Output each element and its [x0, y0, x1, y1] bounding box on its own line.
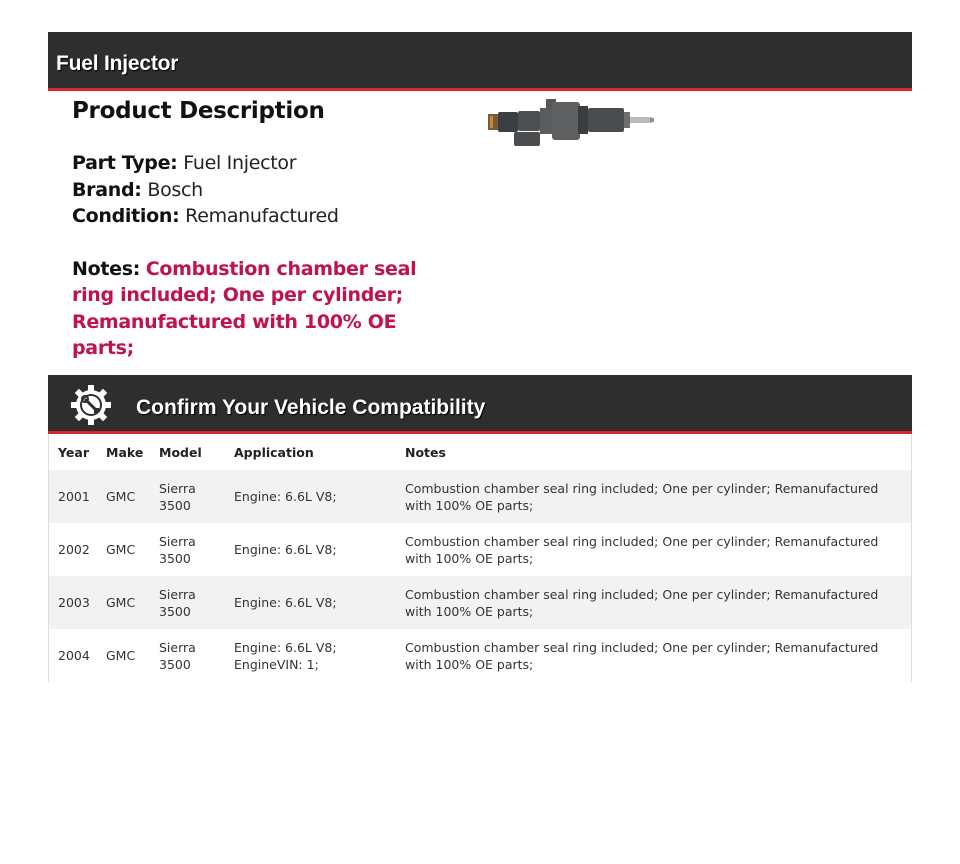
- cell-application: Engine: 6.6L V8;: [234, 489, 337, 504]
- cell-notes: Combustion chamber seal ring included; One per cylinder; Remanufactured with 100% OE parts;: [405, 639, 879, 672]
- compatibility-table: [48, 434, 912, 682]
- compatibility-header: [48, 375, 912, 434]
- column-make: Make: [106, 444, 144, 460]
- gear-wrench-icon: [70, 384, 112, 426]
- cell-year: 2004: [58, 648, 90, 663]
- product-title: Fuel Injector: [56, 52, 179, 75]
- cell-make: GMC: [106, 595, 136, 610]
- spec-part-type: Part Type: Fuel Injector: [72, 152, 297, 174]
- column-application: Application: [234, 444, 314, 460]
- column-notes: Notes: [405, 444, 446, 460]
- table-row: [49, 629, 911, 682]
- table-header-row: [49, 434, 911, 470]
- cell-make: GMC: [106, 489, 136, 504]
- cell-notes: Combustion chamber seal ring included; One per cylinder; Remanufactured with 100% OE parts;: [405, 586, 879, 619]
- spec-condition: Condition: Remanufactured: [72, 205, 339, 227]
- compatibility-title: Confirm Your Vehicle Compatibility: [136, 396, 486, 419]
- cell-model: Sierra 3500: [159, 480, 196, 513]
- cell-application: Engine: 6.6L V8;: [234, 542, 337, 557]
- table-row: [49, 470, 911, 523]
- column-model: Model: [159, 444, 202, 460]
- spec-brand: Brand: Bosch: [72, 178, 203, 201]
- product-title-bar: [48, 32, 912, 91]
- product-notes: [72, 256, 452, 362]
- description-heading: Product Description: [72, 98, 325, 124]
- fuel-injector-image: [486, 96, 656, 152]
- notes-label: Notes:: [72, 257, 141, 280]
- cell-model: Sierra 3500: [159, 639, 196, 672]
- notes-value: Combustion chamber seal ring included; One per cylinder; Remanufactured with 100% OE parts;: [72, 257, 417, 359]
- cell-model: Sierra 3500: [159, 586, 196, 619]
- cell-make: GMC: [106, 542, 136, 557]
- cell-model: Sierra 3500: [159, 533, 196, 566]
- cell-application: Engine: 6.6L V8; EngineVIN: 1;: [234, 639, 337, 672]
- cell-make: GMC: [106, 648, 136, 663]
- cell-notes: Combustion chamber seal ring included; One per cylinder; Remanufactured with 100% OE parts;: [405, 533, 879, 566]
- cell-year: 2002: [58, 542, 90, 557]
- cell-year: 2001: [58, 489, 90, 504]
- column-year: Year: [58, 444, 89, 460]
- table-row: [49, 523, 911, 576]
- cell-year: 2003: [58, 595, 90, 610]
- table-row: [49, 576, 911, 629]
- product-description: [72, 96, 452, 362]
- cell-application: Engine: 6.6L V8;: [234, 595, 337, 610]
- cell-notes: Combustion chamber seal ring included; One per cylinder; Remanufactured with 100% OE parts;: [405, 480, 879, 513]
- spec-list: [72, 150, 452, 230]
